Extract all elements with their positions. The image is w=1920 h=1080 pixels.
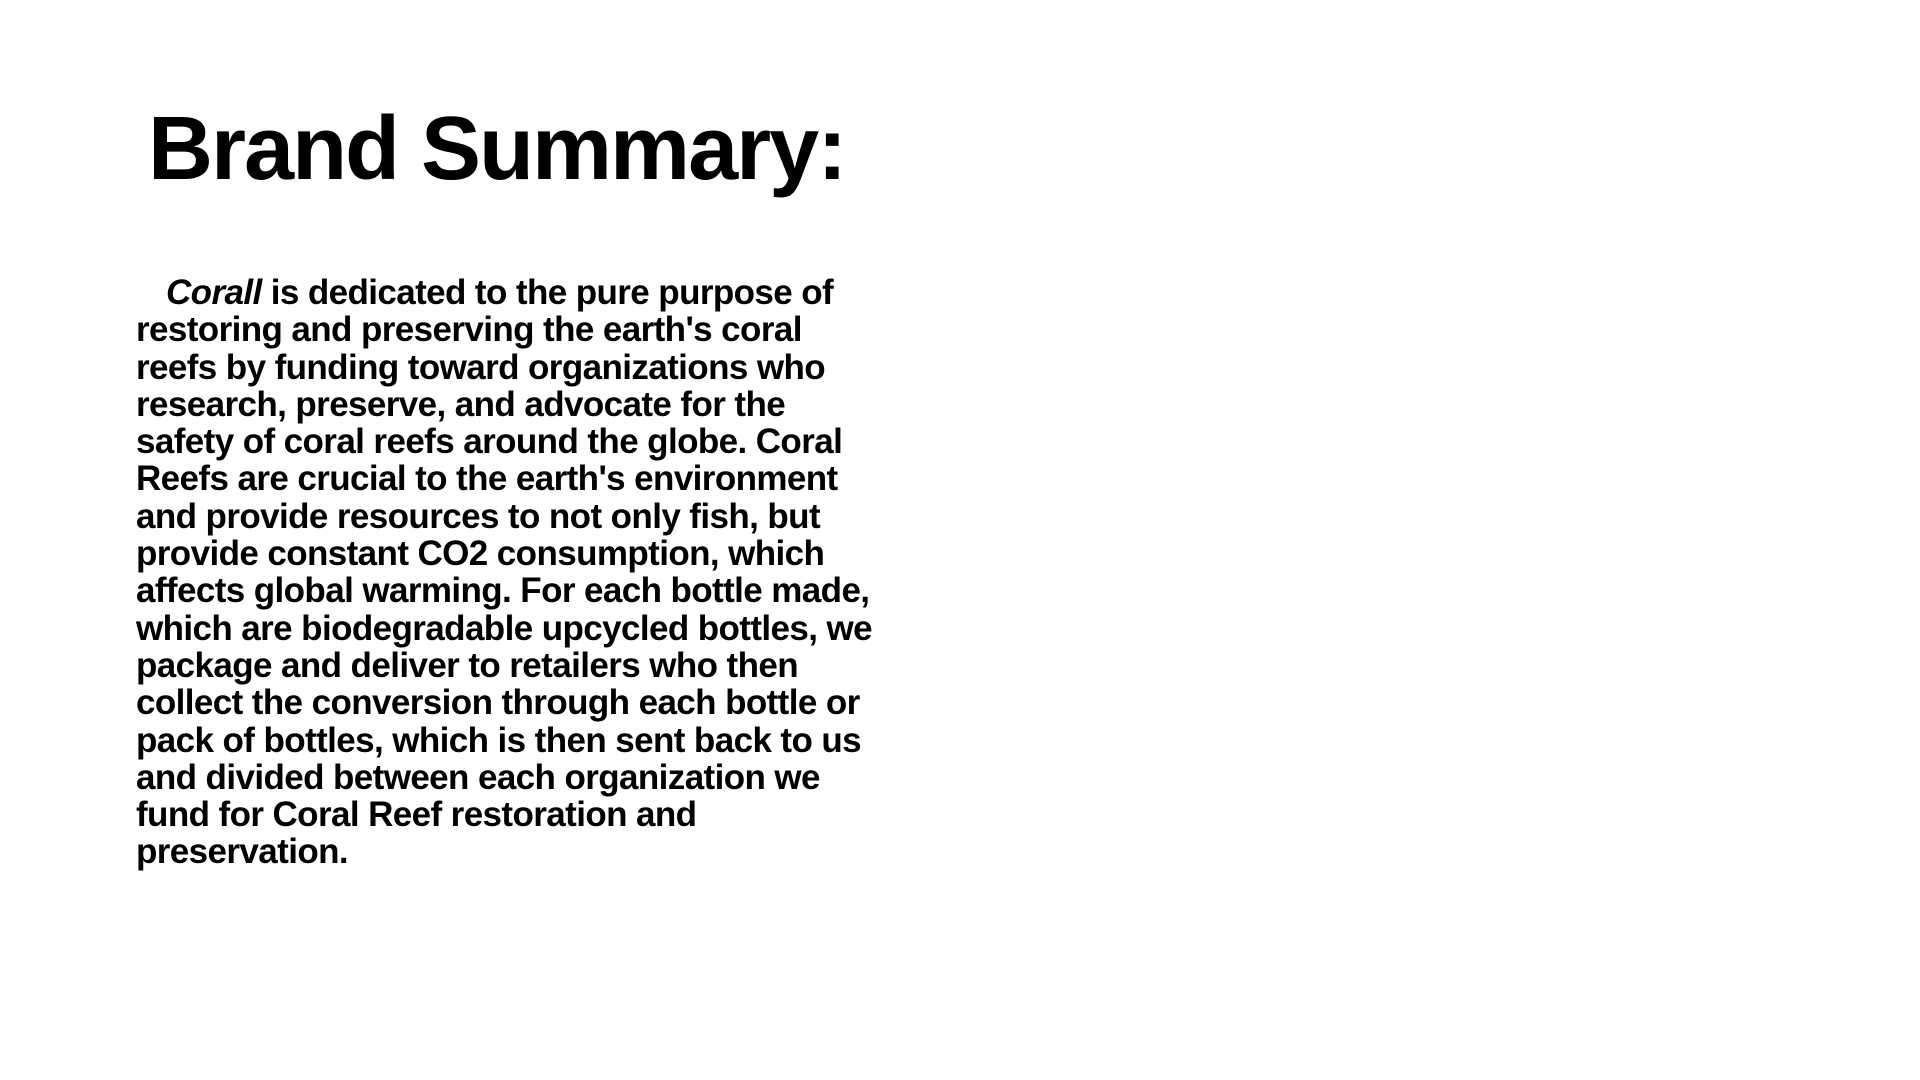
brand-summary-paragraph (136, 274, 936, 871)
summary-line: reefs by funding toward organizations who (136, 347, 826, 387)
summary-line: collect the conversion through each bottle or (136, 683, 860, 723)
summary-line: restoring and preserving the earth's coral (136, 310, 802, 350)
summary-line: and divided between each organization we (136, 757, 820, 797)
slide-title: Brand Summary: (148, 99, 846, 199)
summary-line: provide constant CO2 consumption, which (136, 534, 825, 574)
summary-line (136, 274, 936, 311)
summary-line: research, preserve, and advocate for the (136, 384, 786, 424)
summary-first-line-text: is dedicated to the pure purpose of (261, 273, 834, 312)
summary-line: and provide resources to not only fish, but (136, 496, 820, 536)
summary-line: fund for Coral Reef restoration and (136, 795, 697, 835)
summary-line: package and deliver to retailers who then (136, 645, 799, 685)
summary-line: preservation. (136, 832, 349, 872)
summary-line: safety of coral reefs around the globe. Coral (136, 422, 843, 462)
summary-line: Reefs are crucial to the earth's environment (136, 459, 838, 499)
summary-line: pack of bottles, which is then sent back to us (136, 720, 862, 760)
summary-line: affects global warming. For each bottle made, (136, 571, 870, 611)
summary-line: which are biodegradable upcycled bottles, we (136, 608, 873, 648)
brand-name: Corall (166, 273, 262, 312)
